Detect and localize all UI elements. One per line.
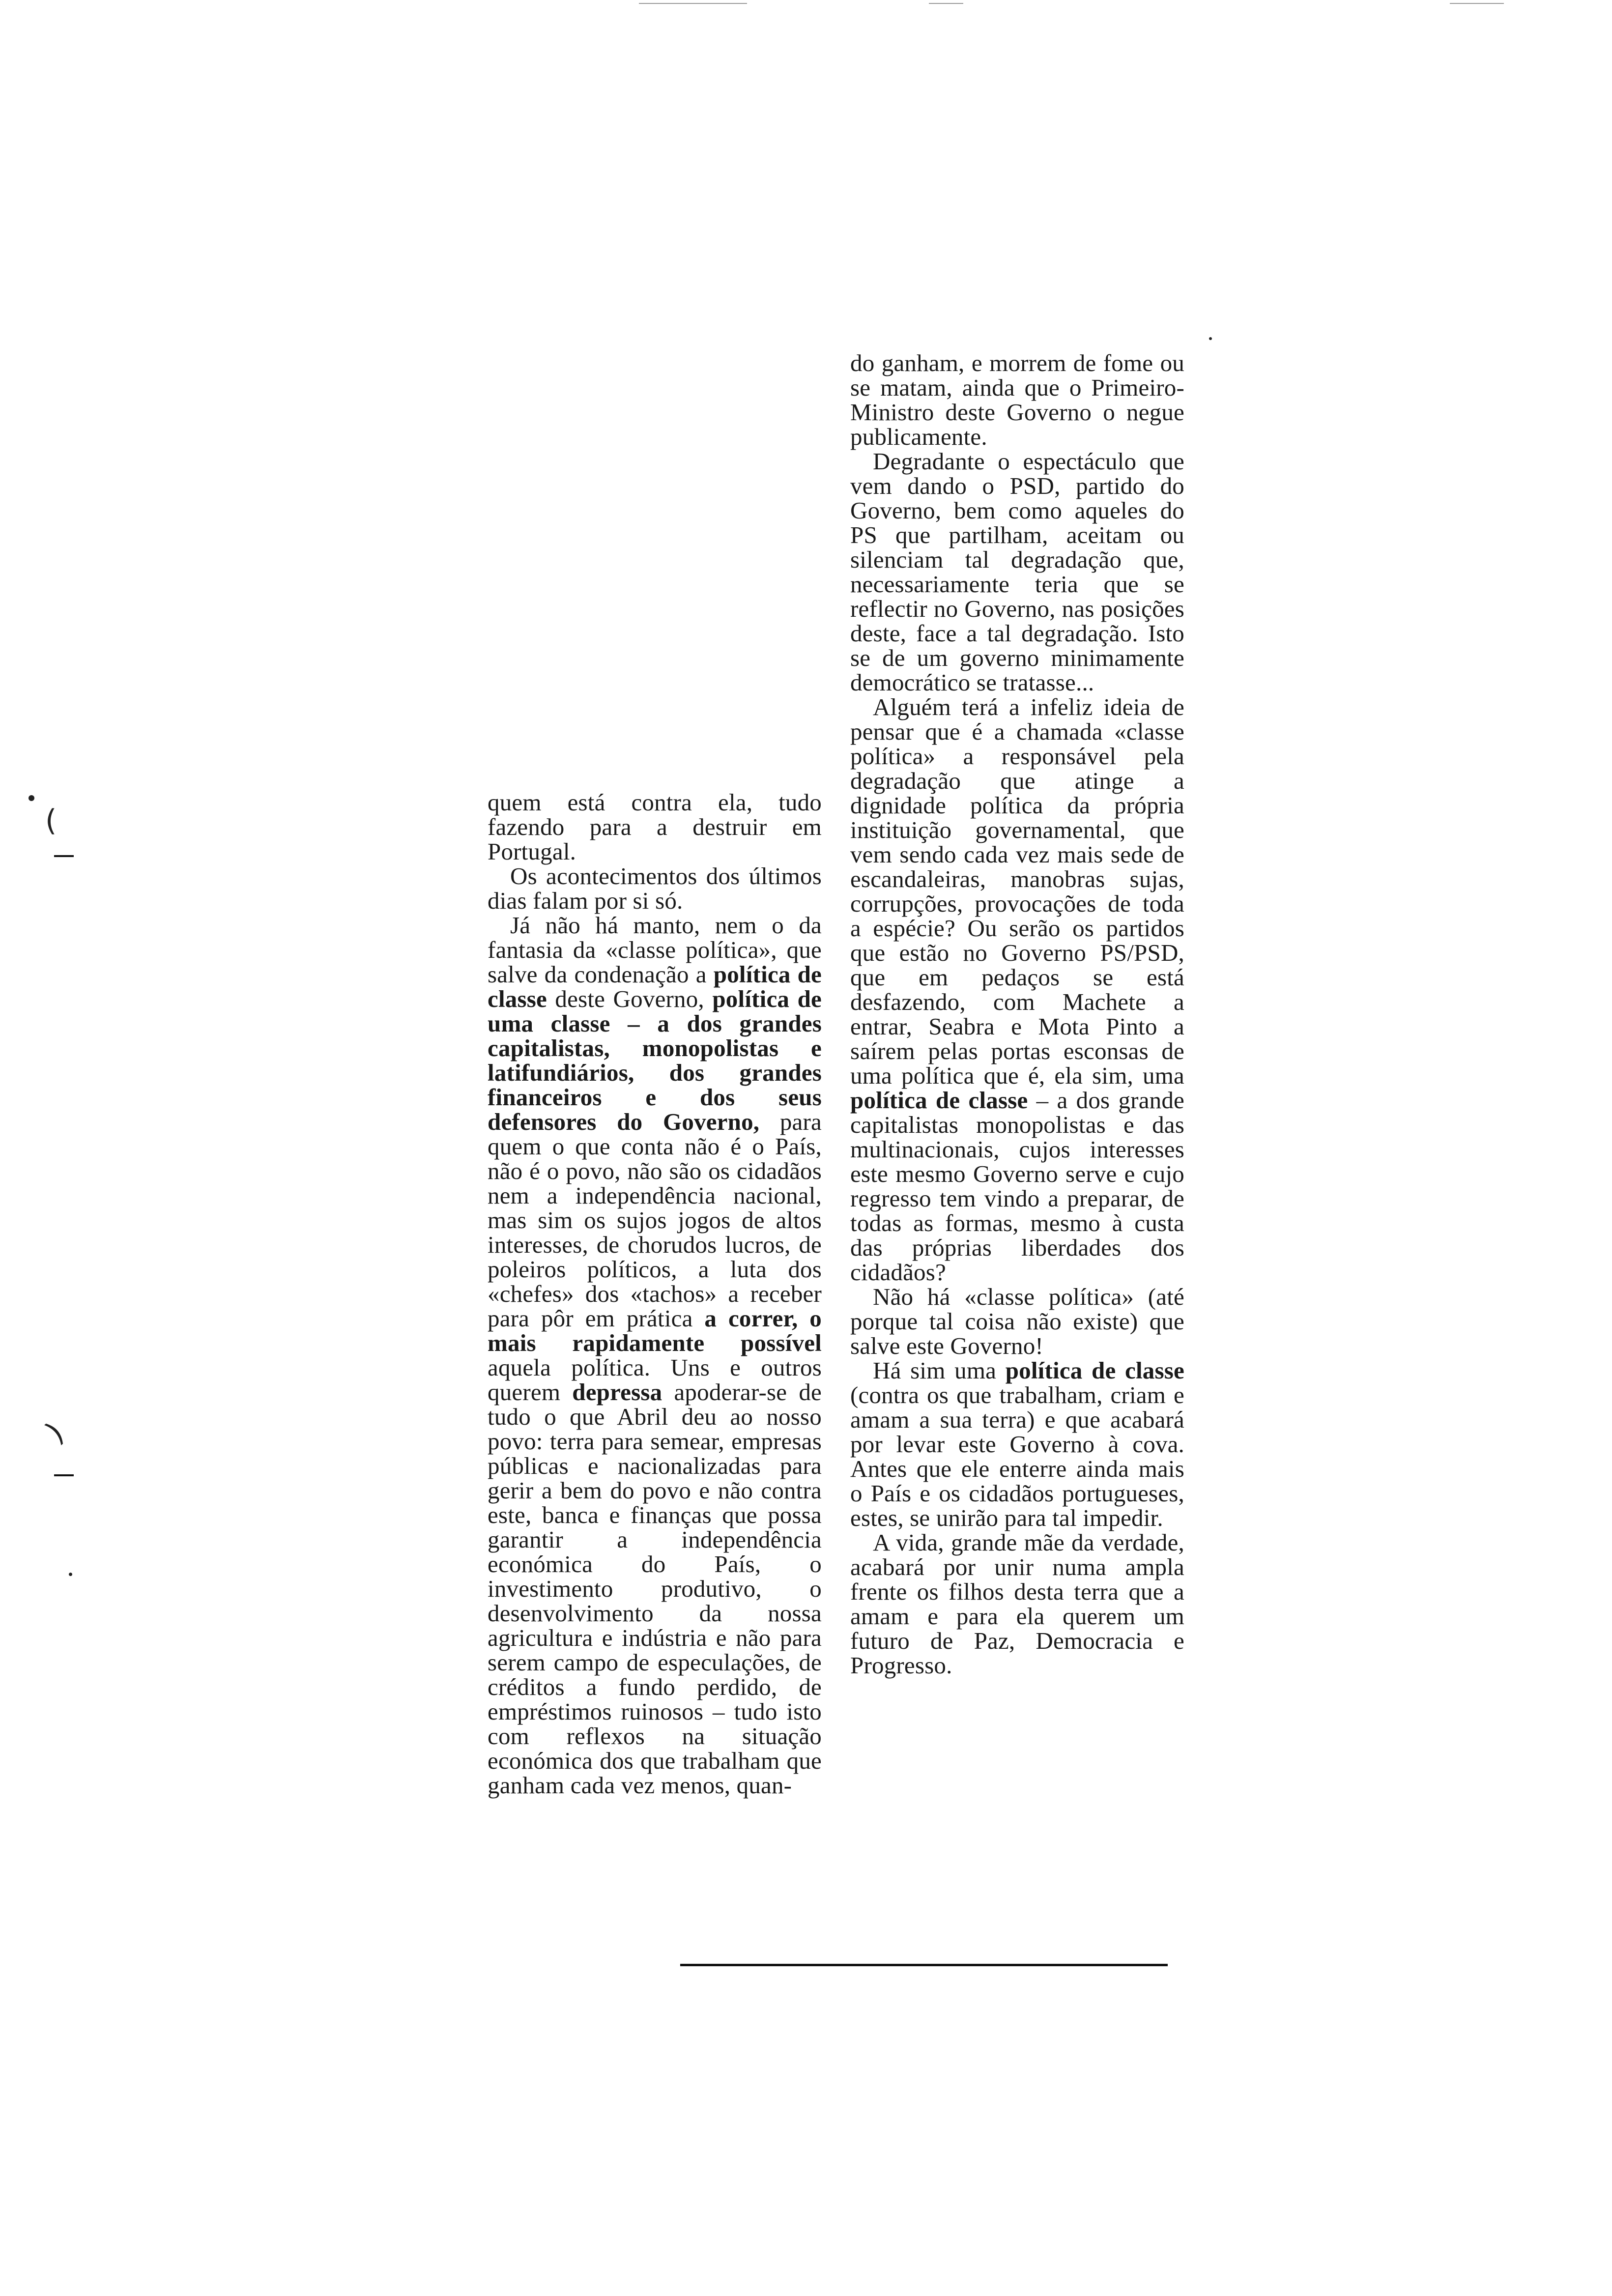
article-end-rule [680,1964,1168,1966]
margin-dash-mark [54,855,74,857]
margin-dot [69,1573,72,1576]
margin-bracket-mark: ( [45,804,57,838]
article-paragraph [850,1285,1184,1358]
text-run: Há sim uma [873,1357,1006,1384]
article-paragraph [850,1358,1184,1530]
bold-phrase: política de classe [1005,1357,1184,1384]
scan-edge-mark [929,3,963,4]
text-run: quem está contra ela, tudo fazendo para a destruir em Portugal. [488,789,822,865]
margin-dot [29,795,34,801]
bold-phrase: a correr, o mais rapidamente possível [488,1305,822,1356]
article-paragraph [488,913,822,1798]
text-run: aquela política. Uns e outros querem [488,1354,822,1406]
margin-dash-mark [54,1474,74,1476]
text-run: Já não há manto, nem o da fantasia da «classe política», que salve da condenação a [488,912,822,988]
article-paragraph [850,449,1184,695]
bold-phrase: política de classe [850,1087,1028,1114]
margin-dot [1209,337,1212,340]
text-run: Não há «classe política» (até porque tal coisa não existe) que salve este Governo! [850,1283,1184,1359]
text-run: (contra os que trabalham, criam e amam a sua terra) e que acabará por levar este Governo à cova. Antes que ele enterre ainda mais o País e os cidadãos portugueses, estes, se unirão para tal impedir. [850,1381,1184,1531]
text-run: para quem o que conta não é o País, não é o povo, não são os cidadãos nem a independência nacional, mas sim os sujos jogos de altos interesses, de chorudos lucros, de poleiros políticos, a luta dos «chefes» dos «tachos» a receber para pôr em prática [488,1108,822,1332]
right-column [850,351,1184,1678]
scan-edge-mark [1450,3,1504,4]
text-run: Degradante o espectáculo que vem dando o PSD, partido do Governo, bem como aqueles do PS que partilham, aceitam ou silenciam tal degradação que, necessariamente teria que se reflectir no Governo, nas posições deste, face a tal degradação. Isto se de um governo minimamente democrático se tratasse... [850,448,1184,696]
text-run: – a dos grande capitalistas monopolistas e das multinacionais, cujos interesses este mesmo Governo serve e cujo regresso tem vindo a preparar, de todas as formas, mesmo à custa das próprias liberdades dos cidadãos? [850,1087,1184,1286]
text-run: apoderar-se de tudo o que Abril deu ao nosso povo: terra para semear, empresas públicas e nacionalizadas para gerir a bem do povo e não contra este, banca e finanças que possa garantir a independência económica do País, o investimento produtivo, o desenvolvimento da nossa agricultura e indústria e não para serem campo de especulações, de créditos a fundo perdido, de empréstimos ruinosos – tudo isto com reflexos na situação económica dos que trabalham que ganham cada vez menos, quan- [488,1378,822,1799]
left-column [488,790,822,1798]
text-run: deste Governo, [547,985,713,1012]
article-paragraph [850,695,1184,1285]
text-run: Os acontecimentos dos últimos dias falam por si só. [488,862,822,914]
article-paragraph [488,790,822,864]
bold-phrase: depressa [572,1378,662,1406]
article-paragraph [488,864,822,913]
text-run: A vida, grande mãe da verdade, acabará por unir numa ampla frente os filhos desta terra que a amam e para ela querem um futuro de Paz, Democracia e Progresso. [850,1529,1184,1679]
text-run: Alguém terá a infeliz ideia de pensar que é a chamada «classe política» a responsável pela degradação que atinge a dignidade política da própria instituição governamental, que vem sendo cada vez mais sede de escandaleiras, manobras sujas, corrupções, provocações de toda a espécie? Ou serão os partidos que estão no Governo PS/PSD, que em pedaços se está desfazendo, com Machete a entrar, Seabra e Mota Pinto a saírem pelas portas esconsas de uma política que é, ela sim, uma [850,693,1184,1089]
text-run: do ganham, e morrem de fome ou se matam, ainda que o Primeiro-Ministro deste Governo o negue publicamente. [850,349,1184,450]
article-paragraph [850,1530,1184,1678]
margin-bracket-mark: ) [39,1415,71,1450]
bold-phrase: política de uma classe – a dos grandes capitalistas, monopolistas e latifundiários, dos grandes financeiros e dos seus defensores do Governo, [488,985,822,1135]
bold-phrase: política de classe [488,961,822,1012]
article-paragraph [850,351,1184,449]
scan-edge-mark [639,3,747,4]
